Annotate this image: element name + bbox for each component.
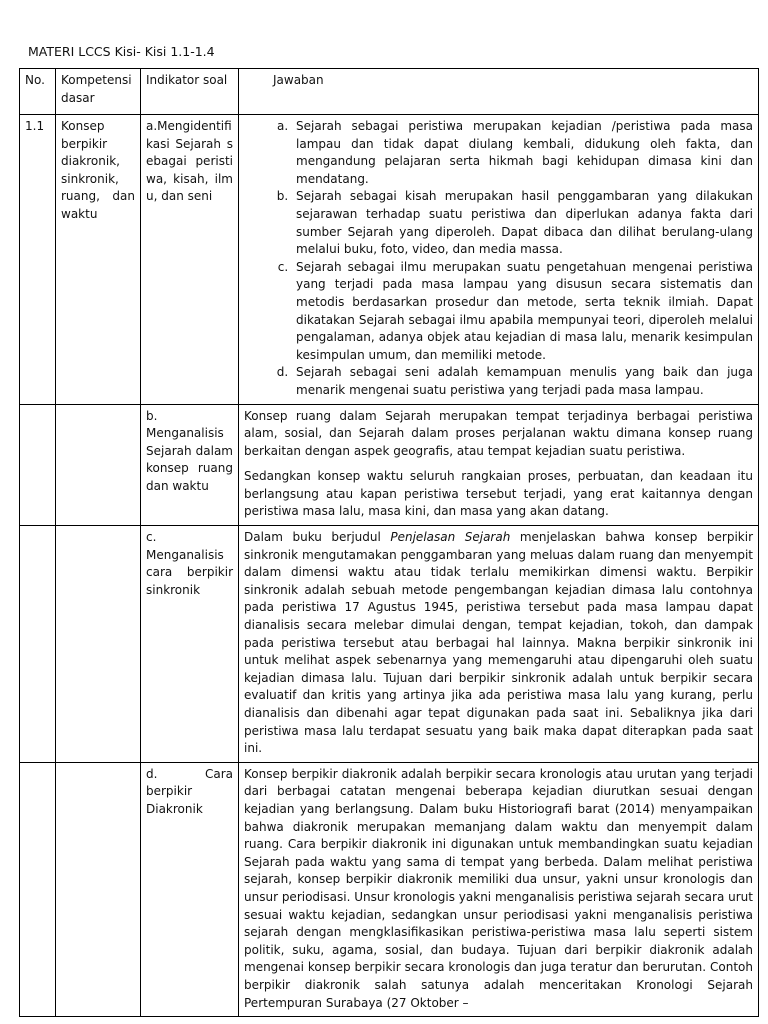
row-number: [20, 762, 56, 1016]
header-jawaban: [239, 69, 759, 115]
row-number: 1.1: [20, 115, 56, 405]
answer-text-start: Dalam buku berjudul: [244, 530, 391, 545]
answer-paragraph: Konsep berpikir diakronik adalah berpikir secara kronologis atau urutan yang terjadi dari berbagai catatan mengenai beberapa kejadian diurutkan sesuai dengan kejadian yang berlangsung. Dalam buku Historiografi barat (2014) menyampaikan bahwa diakronik merupakan memanjang dalam waktu dan menyempit dalam ruang. Cara berpikir diakronik ini digunakan untuk membandingkan suatu kejadian Sejarah pada waktu yang sama di tempat yang berbeda. Dalam melihat peristiwa sejarah, konsep berpikir diakronik memiliki dua unsur, yakni unsur kronologis dan unsur periodisasi. Unsur kronologis yakni menganalisis peristiwa sejarah secara urut sesuai waktu kejadian, sedangkan unsur periodisasi yakni menganalisis peristiwa sejarah dengan mengklasifikasikan peristiwa-peristiwa masa lalu seperti sistem politik, suku, agama, sosial, dan budaya. Tujuan dari berpikir diakronik adalah mengenai konsep berpikir secara kronologis dan juga teratur dan berurutan. Contoh berpikir diakronik salah satunya adalah menceritakan Kronologi Sejarah Pertempuran Surabaya (27 Oktober –: [244, 766, 753, 1010]
answer-item: a. Sejarah sebagai peristiwa merupakan kejadian /peristiwa pada masa lampau dan tidak dapat diulang kembali, didukung oleh fakta, dan mengandung pelajaran serta hikmah bagi kehidupan dimasa kini dan mendatang.: [292, 118, 753, 188]
header-no: No.: [20, 69, 56, 115]
row-number: [20, 526, 56, 763]
jawaban-cell: [239, 404, 759, 526]
jawaban-cell: [239, 762, 759, 1016]
answer-paragraph: [244, 529, 753, 758]
header-kompetensi: Kompetensi dasar: [56, 69, 141, 115]
kompetensi-cell: Konsep berpikir diakronik, sinkronik, ruang, dan waktu: [56, 115, 141, 405]
indikator-cell: d. Cara berpikir Diakronik: [141, 762, 239, 1016]
document-title: MATERI LCCS Kisi- Kisi 1.1-1.4: [28, 44, 215, 59]
answer-paragraph: Sedangkan konsep waktu seluruh rangkaian proses, perbuatan, dan keadaan itu berlangsung atau kapan peristiwa tersebut terjadi, yang erat kaitannya dengan peristiwa masa lalu, masa kini, dan masa yang akan datang.: [244, 469, 753, 519]
answer-item: d. Sejarah sebagai seni adalah kemampuan menulis yang baik dan juga menarik mengenai suatu peristiwa yang terjadi pada masa lampau.: [292, 364, 753, 399]
indikator-cell: b. Menganalisis Sejarah dalam konsep ruang dan waktu: [141, 404, 239, 526]
header-jawaban-label: Jawaban: [273, 73, 324, 87]
indikator-cell: a.Mengidentifikasi Sejarah sebagai peristiwa, kisah, ilmu, dan seni: [141, 115, 239, 405]
table-row: [20, 115, 759, 405]
indikator-cell: c. Menganalisis cara berpikir sinkronik: [141, 526, 239, 763]
answer-item: b. Sejarah sebagai kisah merupakan hasil penggambaran yang dilakukan sejarawan terhadap suatu peristiwa dan diperlukan adanya fakta dari sumber Sejarah yang diperoleh. Dapat dibaca dan dilihat berulang-ulang melalui buku, foto, video, dan media massa.: [292, 188, 753, 258]
answer-paragraph: Konsep ruang dalam Sejarah merupakan tempat terjadinya berbagai peristiwa alam, sosial, dan Sejarah dalam proses perjalanan waktu dimana konsep ruang berkaitan dengan aspek geografis, atau tempat kejadian suatu peristiwa.: [244, 408, 753, 458]
table-row: [20, 762, 759, 1016]
answer-item: c. Sejarah sebagai ilmu merupakan suatu pengetahuan mengenai peristiwa yang terjadi pada masa lampau yang disusun secara sistematis dan metodis berdasarkan prosedur dan metode, serta teknik ilmiah. Dapat dikatakan Sejarah sebagai ilmu apabila mempunyai teori, diperoleh melalui pengalaman, adanya objek atau kejadian di masa lalu, menarik kesimpulan kesimpulan umum, dan memiliki metode.: [292, 259, 753, 365]
book-title: Penjelasan Sejarah: [390, 530, 511, 545]
answer-list: [244, 118, 753, 400]
kompetensi-cell: [56, 762, 141, 1016]
table-row: [20, 526, 759, 763]
table-header-row: [20, 69, 759, 115]
kompetensi-cell: [56, 404, 141, 526]
jawaban-cell: [239, 115, 759, 405]
row-number: [20, 404, 56, 526]
jawaban-cell: [239, 526, 759, 763]
table-row: [20, 404, 759, 526]
kompetensi-cell: [56, 526, 141, 763]
header-indikator: Indikator soal: [141, 69, 239, 115]
kisi-kisi-table: [19, 68, 759, 1017]
answer-text-rest: menjelaskan bahwa konsep berpikir sinkronik mengutamakan penggambaran yang meluas dalam ruang dan menyempit dalam dimensi waktu atau tidak terlalu memikirkan dimensi waktu. Berpikir sinkronik adalah sebuah metode pengembangan kejadian dimasa lalu contohnya pada peristiwa 17 Agustus 1945, peristiwa tersebut pada masa lampau dapat dianalisis secara melebar dimulai dengan, tempat kejadian, tokoh, dan dampak pada peristiwa tersebut atau berbagai hal lainnya. Makna berpikir sinkronik ini untuk melihat aspek sebenarnya yang memengaruhi atau dipengaruhi oleh suatu kejadian dimasa lalu. Tujuan dari berpikir sinkronik adalah untuk berpikir secara evaluatif dan kritis yang artinya jika ada peristiwa masa lalu yang kurang, perlu dianalisis dan dibenahi agar tepat digunakan pada saat ini. Sebaliknya jika dari peristiwa masa lalu terdapat sesuatu yang baik maka dapat diterapkan pada saat ini.: [244, 530, 754, 756]
